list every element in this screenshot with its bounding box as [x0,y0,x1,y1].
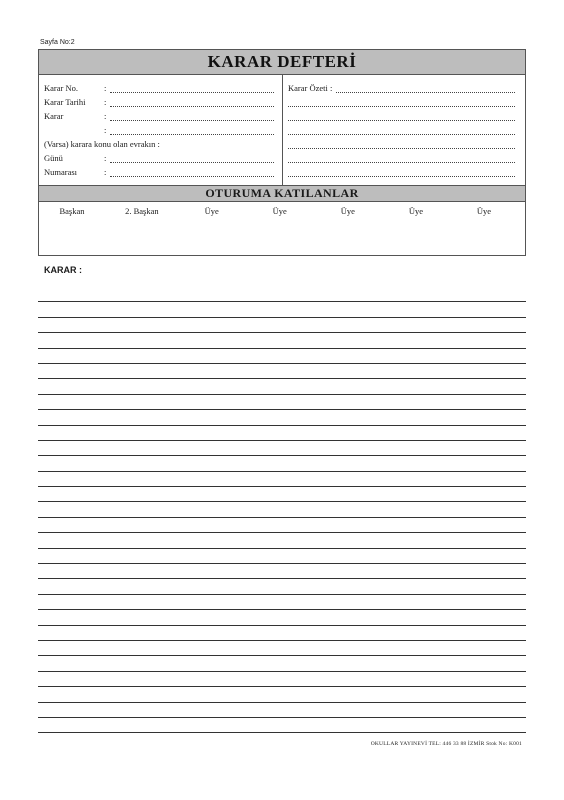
title-bar [39,50,525,75]
summary-row [288,93,515,107]
page-number: Sayfa No:2 [40,39,75,46]
role-label: 2. Başkan [125,206,159,216]
writing-line[interactable] [38,318,526,333]
writing-line[interactable] [38,349,526,364]
participant-roles [39,202,525,216]
summary-input-line[interactable] [288,125,515,135]
summary-input-line[interactable] [288,97,515,107]
field-colon: : [104,83,107,93]
role-label: Üye [408,206,423,216]
summary-row [288,135,515,149]
field-karar-no [44,79,282,93]
decision-summary [283,75,525,185]
field-colon: : [104,167,107,177]
writing-line[interactable] [38,564,526,579]
writing-line[interactable] [38,579,526,594]
field-label: Numarası [44,167,78,177]
writing-line[interactable] [38,549,526,564]
writing-line[interactable] [38,502,526,517]
writing-line[interactable] [38,333,526,348]
karar-input-line[interactable] [110,111,274,121]
field-numarasi [44,163,282,177]
summary-input-line[interactable] [336,83,515,93]
summary-input-line[interactable] [288,111,515,121]
field-karar-tarihi [44,93,282,107]
writing-line[interactable] [38,672,526,687]
form-title: KARAR DEFTERİ [207,52,357,71]
summary-row [288,149,515,163]
field-colon: : [104,125,107,135]
writing-line[interactable] [38,595,526,610]
writing-line[interactable] [38,626,526,641]
field-colon: : [104,111,107,121]
participants-title: OTURUMA KATILANLAR [205,186,359,200]
karar-no-input-line[interactable] [110,83,274,93]
writing-line[interactable] [38,472,526,487]
writing-line[interactable] [38,441,526,456]
decision-details [39,75,283,185]
writing-line[interactable] [38,395,526,410]
field-label: Karar Tarihi [44,97,86,107]
gunu-input-line[interactable] [110,153,274,163]
writing-line[interactable] [38,302,526,317]
writing-line[interactable] [38,410,526,425]
info-area [39,75,525,186]
field-karar-continued [44,121,282,135]
numarasi-input-line[interactable] [110,167,274,177]
writing-line[interactable] [38,456,526,471]
writing-lines [38,287,526,733]
field-label: Günü [44,153,63,163]
document-note: (Varsa) karara konu olan evrakın : [44,139,160,149]
writing-line[interactable] [38,287,526,302]
summary-row [288,163,515,177]
writing-line[interactable] [38,687,526,702]
field-karar [44,107,282,121]
role-label: Üye [272,206,287,216]
summary-input-line[interactable] [288,139,515,149]
summary-first-row [288,79,515,93]
publisher-footer: OKULLAR YAYINEVİ TEL: 446 33 88 İZMİR Stok No: K001 [370,741,522,747]
field-gunu [44,149,282,163]
karar-continued-input-line[interactable] [110,125,274,135]
karar-tarihi-input-line[interactable] [110,97,274,107]
role-label: Üye [204,206,219,216]
writing-line[interactable] [38,518,526,533]
writing-line[interactable] [38,426,526,441]
field-label: Karar No. [44,83,78,93]
writing-line[interactable] [38,641,526,656]
writing-line[interactable] [38,718,526,733]
summary-row [288,121,515,135]
writing-line[interactable] [38,379,526,394]
writing-line[interactable] [38,487,526,502]
field-label: Karar [44,111,64,121]
field-colon: : [104,153,107,163]
role-label: Üye [476,206,492,216]
decision-label: KARAR : [44,265,82,275]
role-label: Başkan [59,206,85,216]
role-label: Üye [340,206,355,216]
writing-line[interactable] [38,364,526,379]
field-colon: : [104,97,107,107]
writing-line[interactable] [38,656,526,671]
summary-row [288,107,515,121]
decision-form [38,49,526,256]
summary-input-line[interactable] [288,167,515,177]
writing-line[interactable] [38,533,526,548]
writing-line[interactable] [38,703,526,718]
summary-input-line[interactable] [288,153,515,163]
writing-line[interactable] [38,610,526,625]
participants-bar [39,186,525,202]
summary-label: Karar Özeti : [288,83,333,93]
